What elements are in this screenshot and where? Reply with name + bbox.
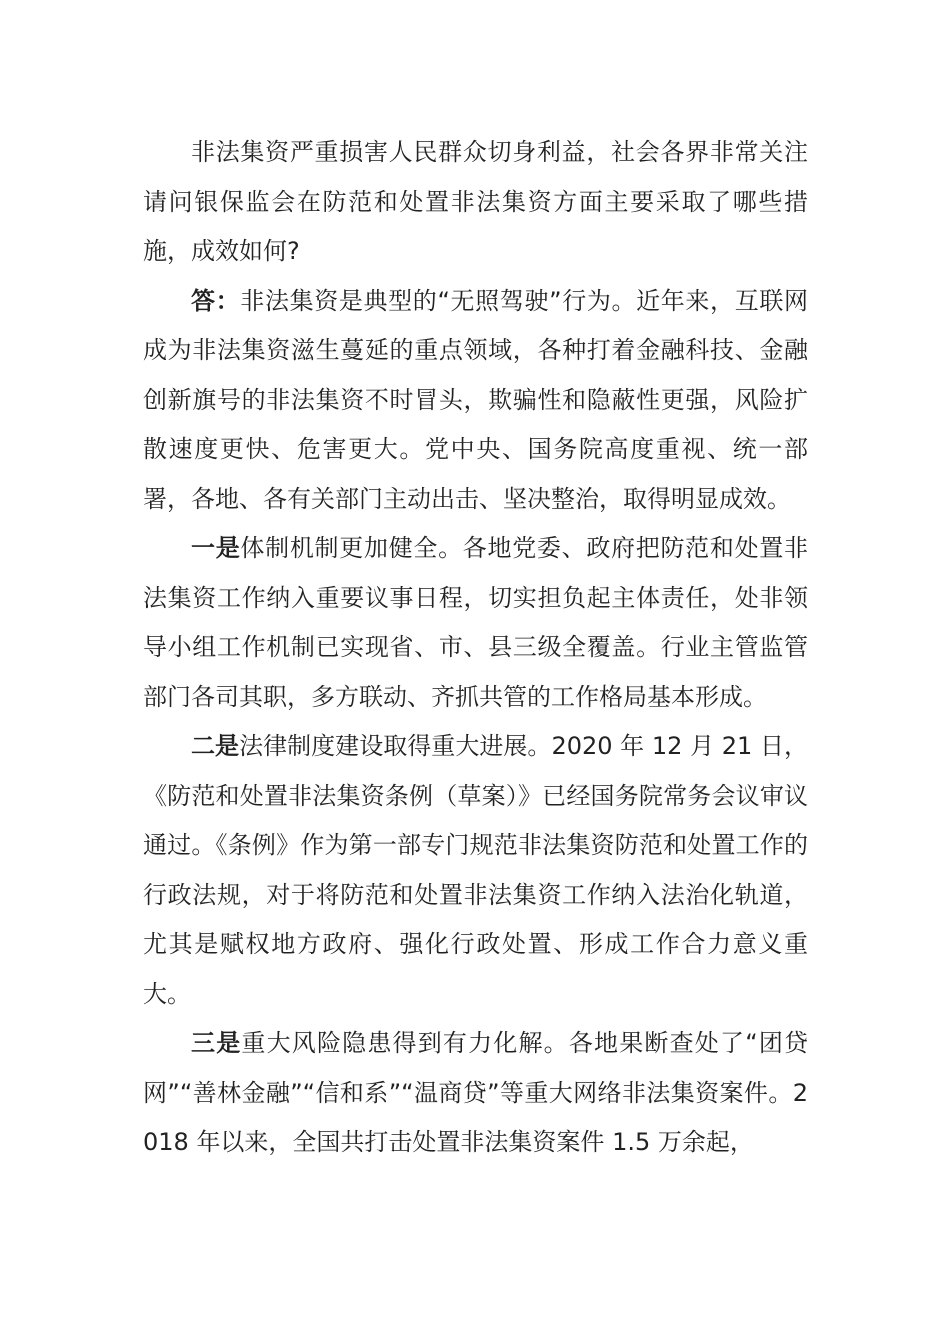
document-body [143,128,808,1168]
point-lead-2: 二是 [191,732,240,760]
point-text-3: 重大风险隐患得到有力化解。各地果断查处了“团贷网”“善林金融”“信和系”“温商贷”等重大网络非法集资案件。2018 年以来，全国共打击处置非法集资案件 1.5 万余起， [143,1029,809,1156]
point-paragraph-3 [143,1019,808,1168]
question-text: 非法集资严重损害人民群众切身利益，社会各界非常关注请问银保监会在防范和处置非法集资方面主要采取了哪些措施，成效如何? [143,138,808,265]
question-paragraph [143,128,808,277]
point-text-2: 法律制度建设取得重大进展。2020 年 12 月 21 日，《防范和处置非法集资条例（草案）》已经国务院常务会议审议通过。《条例》作为第一部专门规范非法集资防范和处置工作的行政法规，对于将防范和处置非法集资工作纳入法治化轨道，尤其是赋权地方政府、强化行政处置、形成工作合力意义重大。 [143,732,808,1008]
point-text-1: 体制机制更加健全。各地党委、政府把防范和处置非法集资工作纳入重要议事日程，切实担负起主体责任，处非领导小组工作机制已实现省、市、县三级全覆盖。行业主管监管部门各司其职，多方联动、齐抓共管的工作格局基本形成。 [143,534,809,711]
point-lead-1: 一是 [191,534,241,562]
point-paragraph-1 [143,524,808,722]
answer-text: 非法集资是典型的“无照驾驶”行为。近年来，互联网成为非法集资滋生蔓延的重点领域，各种打着金融科技、金融创新旗号的非法集资不时冒头，欺骗性和隐蔽性更强，风险扩散速度更快、危害更大。党中央、国务院高度重视、统一部署，各地、各有关部门主动出击、坚决整治，取得明显成效。 [143,286,808,513]
point-lead-3: 三是 [191,1029,242,1057]
point-paragraph-2 [143,722,808,1019]
answer-paragraph [143,277,808,525]
answer-label: 答： [191,286,241,315]
